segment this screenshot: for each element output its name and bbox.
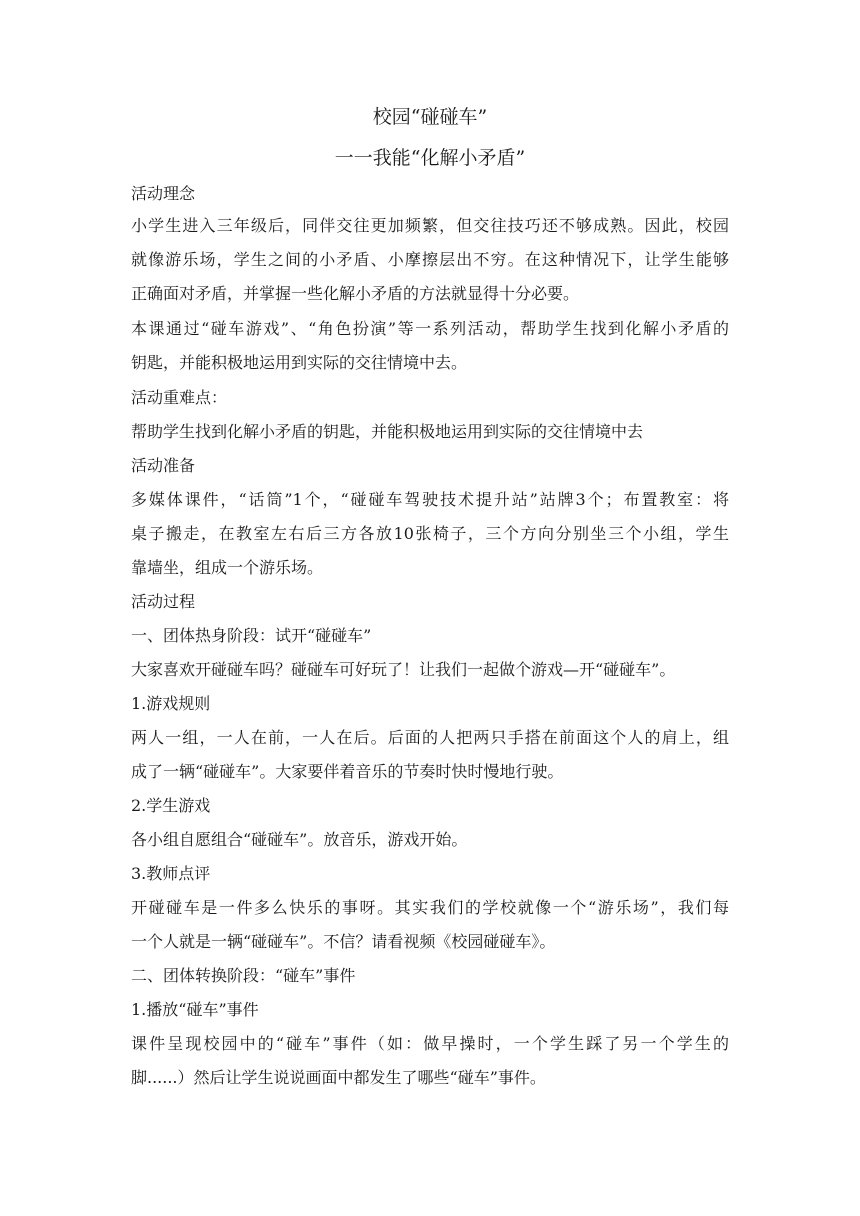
paragraph-line: 一个人就是一辆“碰碰车”。不信？请看视频《校园碰碰车》。 <box>131 932 556 951</box>
paragraph-line: 桌子搬走，在教室左右后三方各放10张椅子，三个方向分别坐三个小组，学生 <box>131 524 729 543</box>
section-heading-key-points: 活动重难点： <box>131 388 228 407</box>
paragraph-line: 成了一辆“碰碰车”。大家要伴着音乐的节奏时快时慢地行驶。 <box>131 762 564 781</box>
paragraph-line: 两人一组，一人在前，一人在后。后面的人把两只手搭在前面这个人的肩上，组 <box>131 728 729 747</box>
section-heading-process: 活动过程 <box>131 592 196 611</box>
paragraph-line: 本课通过“碰车游戏”、“角色扮演”等一系列活动，帮助学生找到化解小矛盾的 <box>131 319 729 338</box>
paragraph-line: 靠墙坐，组成一个游乐场。 <box>131 558 324 577</box>
paragraph-line: 帮助学生找到化解小矛盾的钥匙，并能积极地运用到实际的交往情境中去 <box>131 422 644 441</box>
subheading-game-rules: 1.游戏规则 <box>131 694 211 713</box>
paragraph-line: 钥匙，并能积极地运用到实际的交往情境中去。 <box>131 353 468 372</box>
subheading-play-events: 1.播放“碰车”事件 <box>131 1000 259 1019</box>
paragraph-line: 脚......）然后让学生说说画面中都发生了哪些“碰车”事件。 <box>131 1068 546 1087</box>
subheading-student-game: 2.学生游戏 <box>131 796 211 815</box>
paragraph-line: 正确面对矛盾，并掌握一些化解小矛盾的方法就显得十分必要。 <box>131 284 580 303</box>
subheading-teacher-comment: 3.教师点评 <box>131 864 211 883</box>
paragraph-line: 课件呈现校园中的“碰车”事件（如：做早操时，一个学生踩了另一个学生的 <box>131 1034 729 1053</box>
page-subtitle: 一一我能“化解小矛盾” <box>334 147 526 169</box>
subheading-transition: 二、团体转换阶段：“碰车”事件 <box>131 966 356 985</box>
paragraph-line: 开碰碰车是一件多么快乐的事呀。其实我们的学校就像一个“游乐场”，我们每 <box>131 898 729 917</box>
paragraph-line: 各小组自愿组合“碰碰车”。放音乐，游戏开始。 <box>131 830 468 849</box>
section-heading-preparation: 活动准备 <box>131 456 196 475</box>
paragraph-line: 大家喜欢开碰碰车吗？碰碰车可好玩了！让我们一起做个游戏—开“碰碰车”。 <box>131 660 676 679</box>
paragraph-line: 就像游乐场，学生之间的小矛盾、小摩擦层出不穷。在这种情况下，让学生能够 <box>131 250 729 269</box>
section-heading-activity-concept: 活动理念 <box>131 184 196 203</box>
paragraph-line: 多媒体课件，“话筒”1个，“碰碰车驾驶技术提升站”站牌3个；布置教室：将 <box>131 490 729 509</box>
paragraph-line: 小学生进入三年级后，同伴交往更加频繁，但交往技巧还不够成熟。因此，校园 <box>131 216 729 235</box>
subheading-warmup: 一、团体热身阶段：试开“碰碰车” <box>131 626 372 645</box>
page-title: 校园“碰碰车” <box>372 106 488 128</box>
